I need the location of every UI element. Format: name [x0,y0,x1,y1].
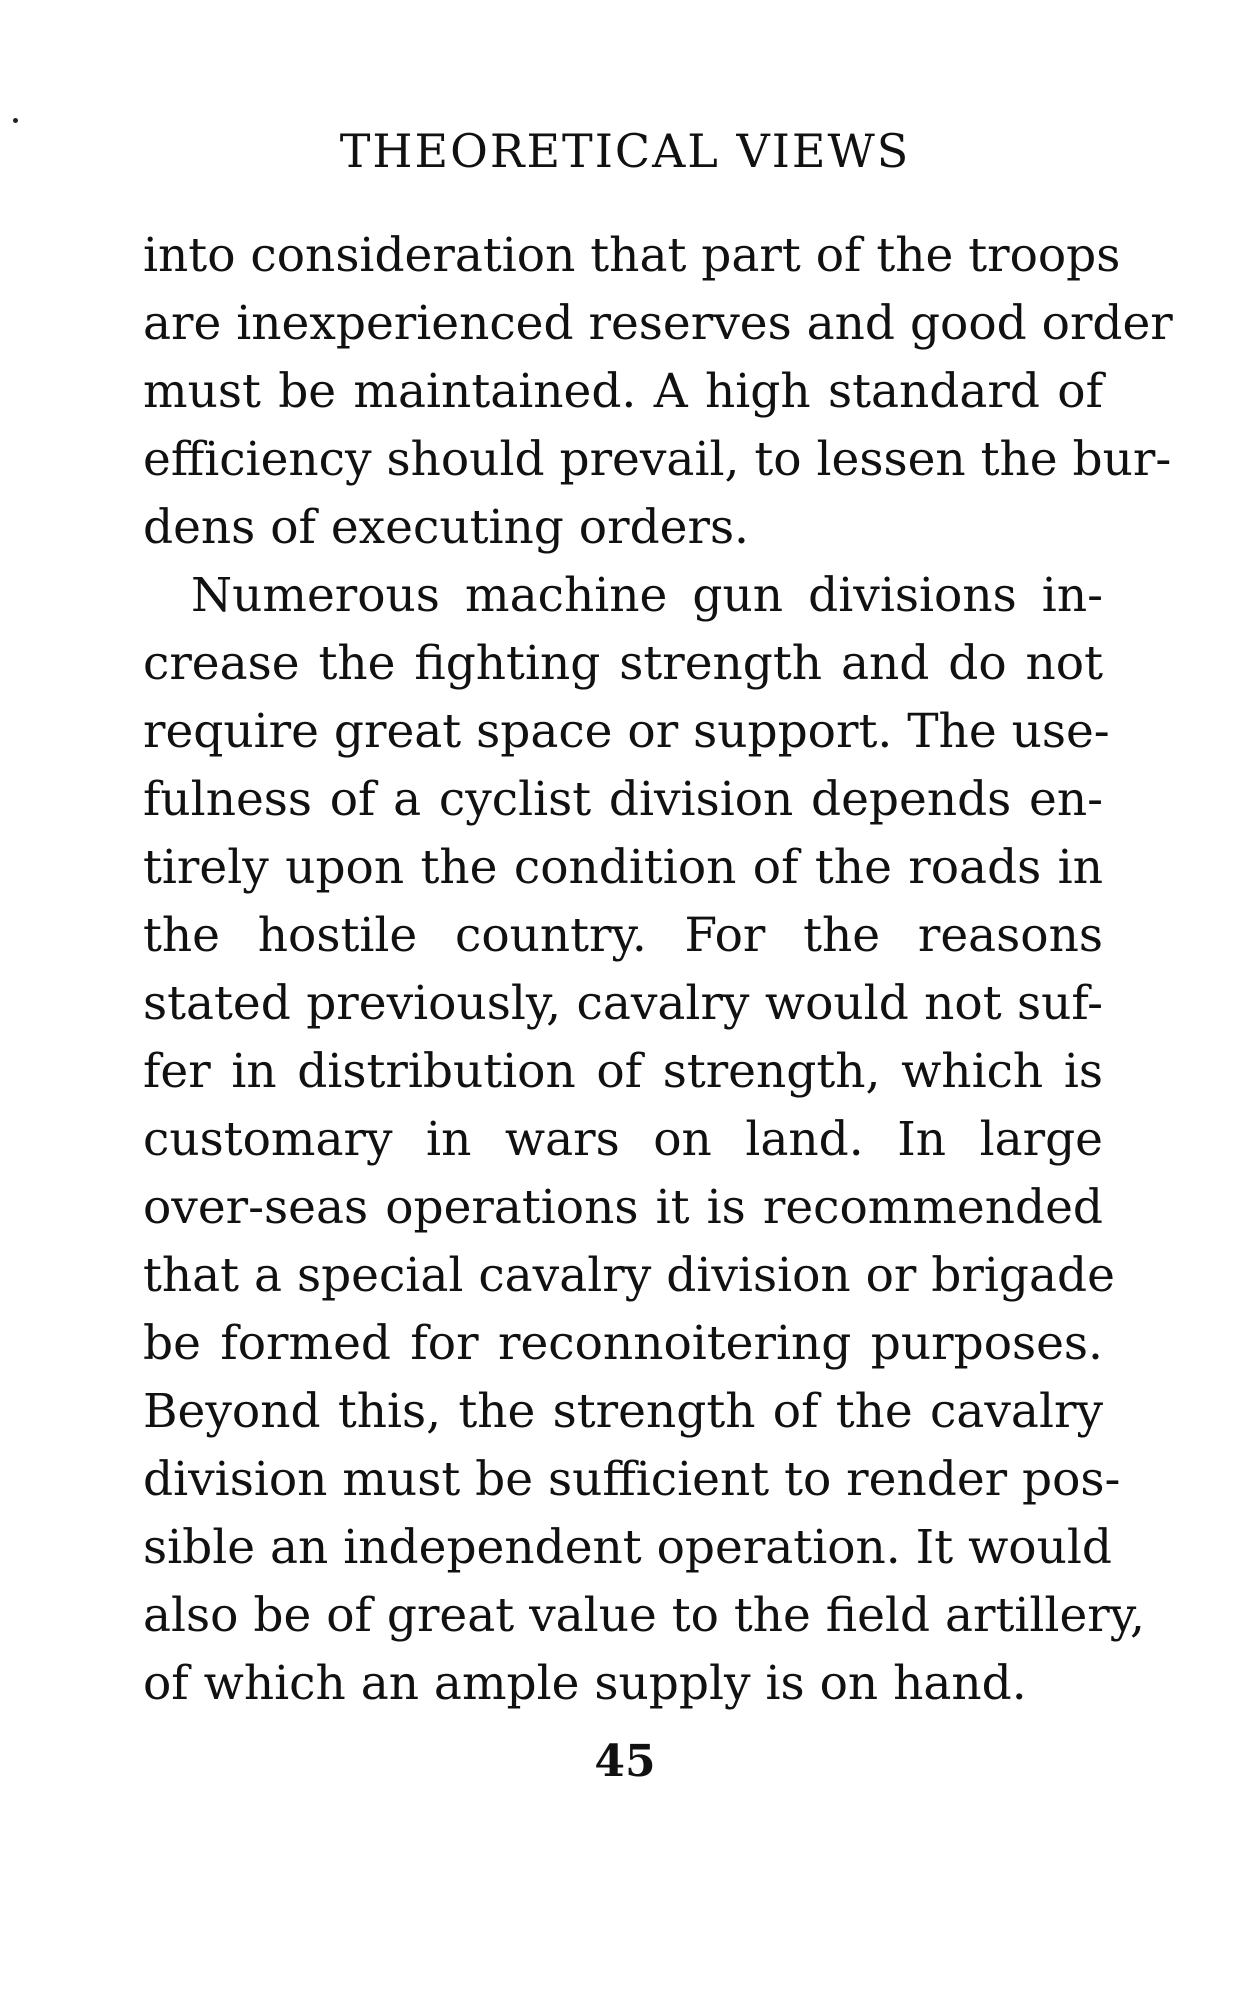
text-line: that a special cavalry division or brigade [143,1248,1115,1303]
text-line: over-seas operations it is recommended [143,1180,1103,1235]
text-line: also be of great value to the field artillery, [143,1588,1145,1643]
text-line: be formed for reconnoitering purposes. [143,1316,1103,1371]
paragraph-1 [143,222,1173,562]
running-head: THEORETICAL VIEWS [339,124,911,178]
text-line: Beyond this, the strength of the cavalry [143,1384,1103,1439]
text-line: sible an independent operation. It would [143,1520,1112,1575]
text-line: dens of executing orders. [143,500,749,555]
scan-speck [13,118,18,123]
text-line: the hostile country. For the reasons [143,908,1103,963]
text-line: must be maintained. A high standard of [143,364,1103,419]
text-line: division must be sufficient to render pos- [143,1452,1121,1507]
paragraph-2 [143,562,1145,1718]
text-line: into consideration that part of the troops [143,228,1121,283]
text-line: stated previously, cavalry would not suf- [143,976,1103,1031]
text-line: of which an ample supply is on hand. [143,1656,1027,1711]
text-line: customary in wars on land. In large [143,1112,1103,1167]
text-line: require great space or support. The use- [143,704,1110,759]
text-line: crease the fighting strength and do not [143,636,1103,691]
text-line: Numerous machine gun divisions in- [191,568,1103,623]
text-line: efficiency should prevail, to lessen the bur- [143,432,1172,487]
text-line: are inexperienced reserves and good order [143,296,1173,351]
body-text [143,222,1173,1718]
text-line: tirely upon the condition of the roads in [143,840,1103,895]
text-line: fer in distribution of strength, which is [143,1044,1103,1099]
page-number: 45 [594,1736,656,1787]
text-line: fulness of a cyclist division depends en- [143,772,1103,827]
